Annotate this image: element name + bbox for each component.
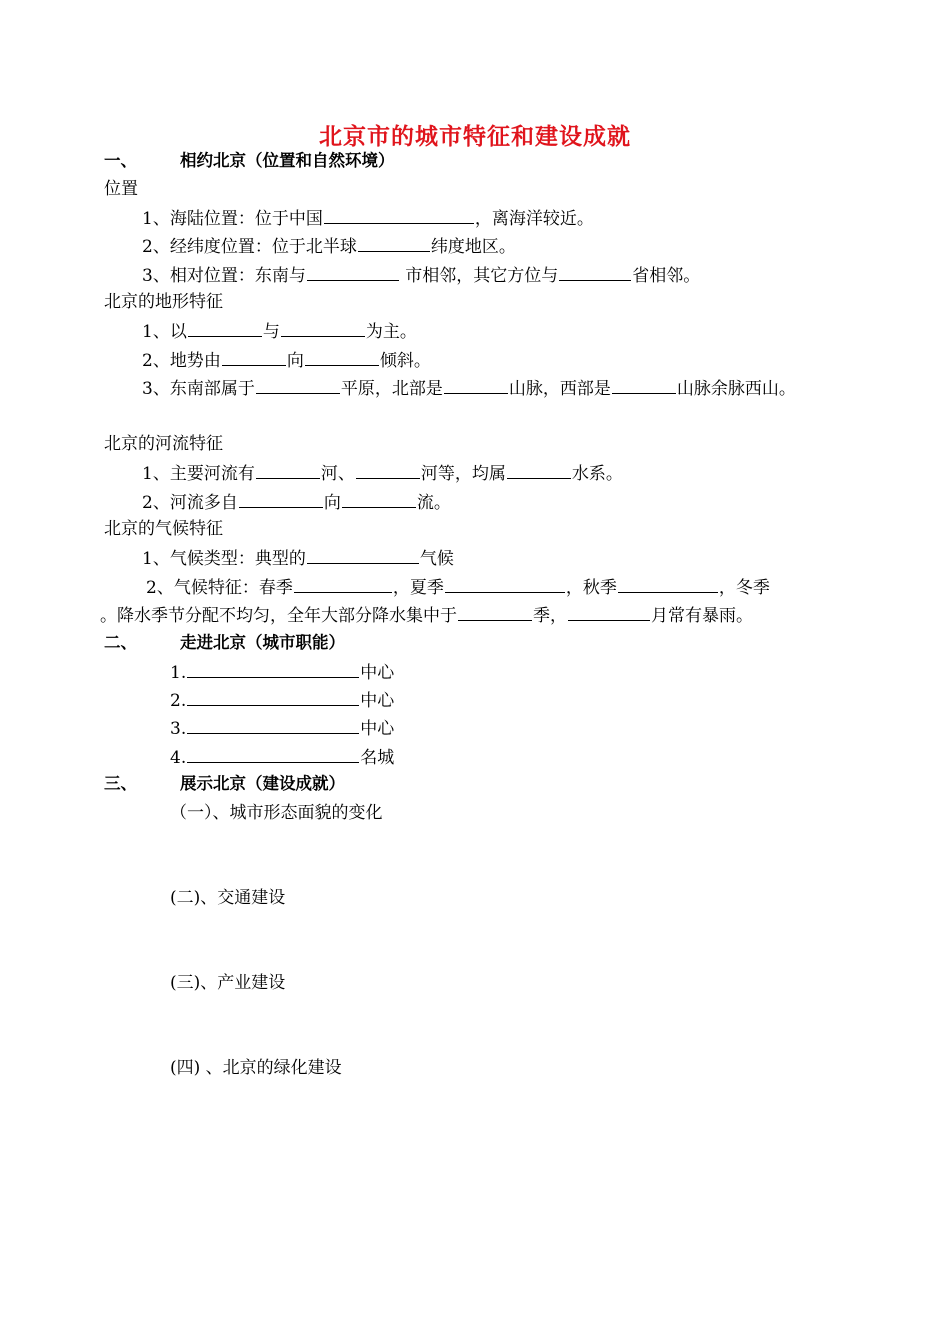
text: 3、相对位置：东南与 [142,266,306,286]
blank-field[interactable] [568,603,650,621]
climate-item-2-continued [100,603,753,627]
blank-field[interactable] [612,376,676,394]
text: 2、河流多自 [142,493,238,513]
blank-field[interactable] [559,263,631,281]
text: 气候 [419,549,454,569]
section-number: 二、 [104,633,137,652]
climate-label: 北京的气候特征 [104,519,223,539]
text: 山脉余脉西山。 [676,379,796,399]
text: 名城 [360,748,395,768]
item-number: 4. [170,748,187,768]
page-title: 北京市的城市特征和建设成就 [319,124,631,150]
blank-field[interactable] [187,716,359,734]
text: 平原，北部是 [340,379,443,399]
blank-field[interactable] [356,461,420,479]
text: 中心 [360,663,395,683]
text: 山脉，西部是 [508,379,611,399]
text: 纬度地区。 [430,237,516,257]
text: 与 [262,322,280,342]
blank-field[interactable] [307,263,399,281]
blank-field[interactable] [445,575,565,593]
text: 流。 [416,493,451,513]
blank-field[interactable] [507,461,571,479]
text: 1、气候类型：典型的 [142,549,306,569]
subsection-4: (四) 、北京的绿化建设 [170,1058,342,1078]
blank-field[interactable] [256,461,320,479]
text: 季， [533,606,567,626]
blank-field[interactable] [188,319,262,337]
text: 月常有暴雨。 [651,606,753,626]
function-item-3 [170,716,394,740]
function-item-4 [170,745,394,769]
blank-field[interactable] [187,745,359,763]
blank-field[interactable] [618,575,718,593]
subsection-2: (二)、交通建设 [170,888,286,908]
subsection-3: (三)、产业建设 [170,973,286,993]
text: 为主。 [365,322,417,342]
climate-item-1 [142,546,454,570]
blank-field[interactable] [458,603,532,621]
text: 河等，均属 [420,464,506,484]
blank-field[interactable] [239,490,323,508]
blank-field[interactable] [444,376,508,394]
text: 中心 [360,719,395,739]
section-title: 相约北京（位置和自然环境） [180,151,395,170]
section-1-heading [104,150,395,172]
section-number: 一、 [104,151,137,170]
river-item-1 [142,461,623,485]
text: 倾斜。 [379,351,431,371]
text: 2、地势由 [142,351,221,371]
position-item-2 [142,234,516,258]
terrain-item-1 [142,319,417,343]
blank-field[interactable] [187,660,359,678]
text: 省相邻。 [632,266,701,286]
terrain-label: 北京的地形特征 [104,292,223,312]
function-item-1 [170,660,394,684]
item-number: 3. [170,719,187,739]
subsection-1: （一）、城市形态面貌的变化 [170,803,383,823]
blank-field[interactable] [307,546,419,564]
blank-field[interactable] [222,348,286,366]
section-title: 走进北京（城市职能） [180,633,345,652]
blank-field[interactable] [256,376,340,394]
blank-field[interactable] [294,575,392,593]
river-item-2 [142,490,451,514]
text: 3、东南部属于 [142,379,255,399]
section-2-heading [104,632,345,654]
text: ，秋季 [565,578,617,598]
text: ，冬季 [718,578,770,598]
position-item-1 [142,206,594,230]
section-number: 三、 [104,774,137,793]
climate-item-2 [146,575,770,599]
text: 2、气候特征：春季 [146,578,293,598]
item-number: 2. [170,691,187,711]
text: 向 [323,493,341,513]
text: 中心 [360,691,395,711]
text: 向 [286,351,304,371]
text: 河、 [320,464,355,484]
text: 1、海陆位置：位于中国 [142,209,323,229]
text: 市相邻，其它方位与 [399,266,559,286]
blank-field[interactable] [187,688,359,706]
river-label: 北京的河流特征 [104,434,223,454]
position-item-3 [142,263,700,287]
section-title: 展示北京（建设成就） [180,774,345,793]
blank-field[interactable] [305,348,379,366]
section-3-heading [104,773,345,795]
text: 2、经纬度位置：位于北半球 [142,237,357,257]
text: 1、以 [142,322,187,342]
text: ，离海洋较近。 [474,209,594,229]
blank-field[interactable] [342,490,416,508]
blank-field[interactable] [358,234,430,252]
blank-field[interactable] [281,319,365,337]
text: 水系。 [571,464,623,484]
text: 1、主要河流有 [142,464,255,484]
text: 。降水季节分配不均匀，全年大部分降水集中于 [100,606,457,626]
text: ，夏季 [392,578,444,598]
item-number: 1. [170,663,187,683]
blank-field[interactable] [324,206,474,224]
terrain-item-3 [142,376,796,400]
position-label: 位置 [104,179,138,199]
function-item-2 [170,688,394,712]
terrain-item-2 [142,348,431,372]
